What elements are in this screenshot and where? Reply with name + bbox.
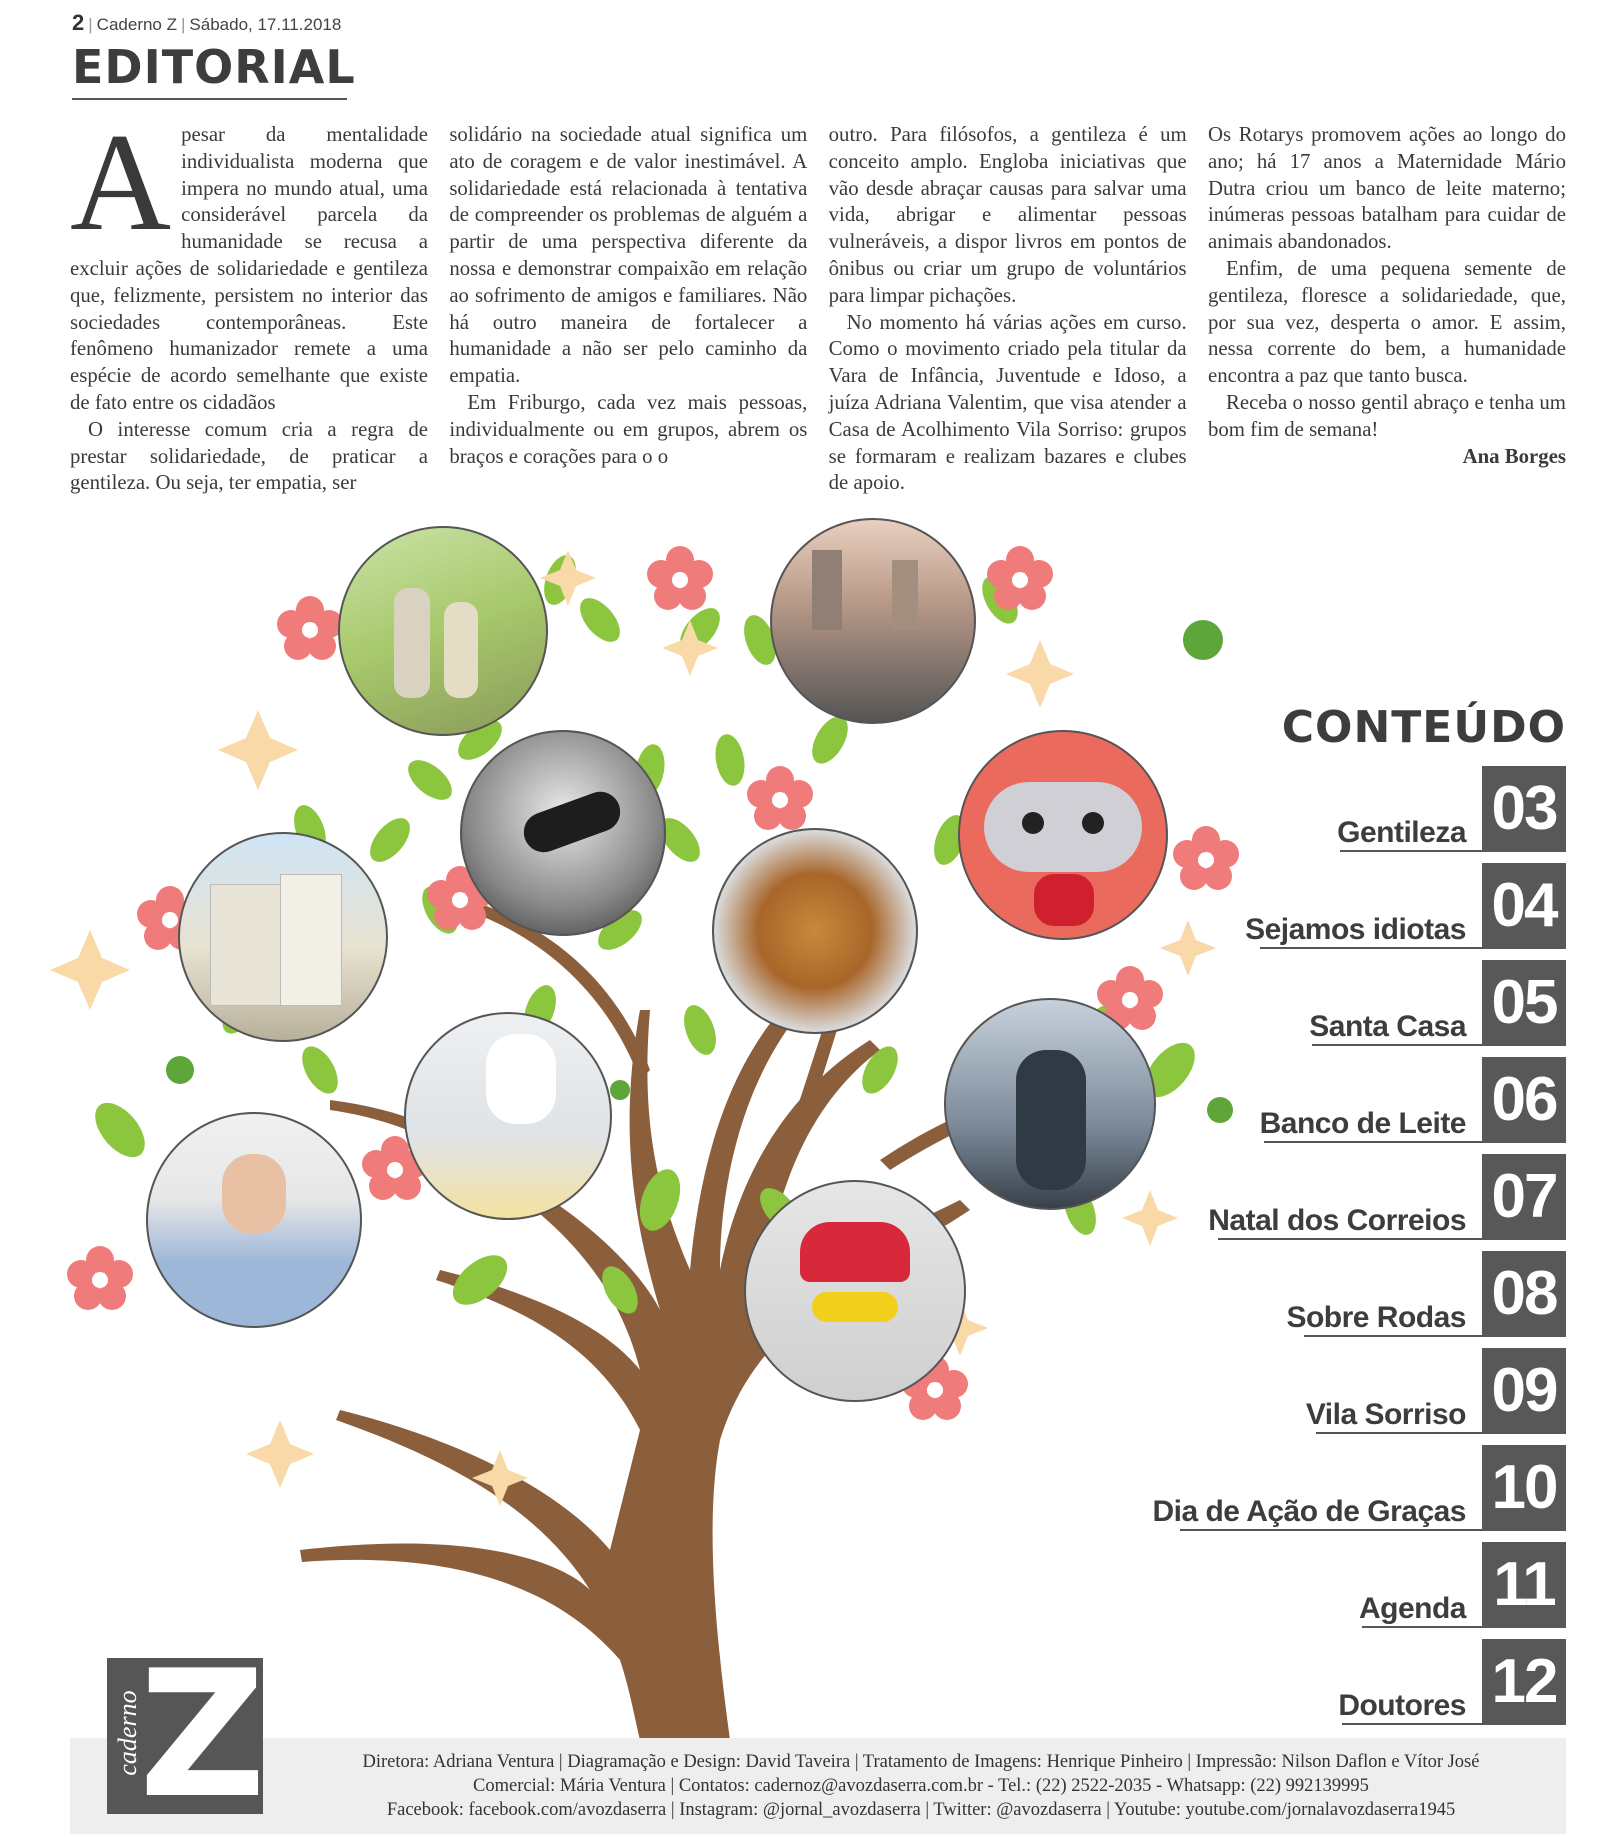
toc-label: Dia de Ação de Graças <box>1152 1495 1466 1528</box>
toc-page-number: 05 <box>1482 960 1566 1046</box>
photo-man-portrait <box>146 1112 362 1328</box>
photo-city-traffic <box>770 518 976 724</box>
toc-label: Natal dos Correios <box>1208 1204 1466 1237</box>
toc-item-sobre-rodas[interactable] <box>1006 1251 1566 1337</box>
toc-label: Sejamos idiotas <box>1245 913 1466 946</box>
paragraph: outro. Para filósofos, a gentileza é um conceito amplo. Engloba iniciativas que vão desde abraçar causas para salvar uma vida, abrigar e alimentar pessoas vulneráveis, a dispor livros em pontos de ônibus ou criar um grupo de voluntários para limpar pichações. <box>828 123 1187 307</box>
toc-page-number: 06 <box>1482 1057 1566 1143</box>
paragraph: No momento há várias ações em curso. Como o movimento criado pela titular da Vara de Infância, Juventude e Idoso, a juíza Adriana Valentim, que visa atender a Casa de Acolhimento Vila Sorriso: grupos se formaram e realizam bazares e clubes de apoio. <box>828 310 1187 495</box>
toc-label: Agenda <box>1358 1592 1466 1625</box>
footer-social-line: Facebook: facebook.com/avozdaserra | Instagram: @jornal_avozdaserra | Twitter: @avozdaserra | Youtube: youtube.com/jornalavozdaserra1945 <box>386 1800 1456 1820</box>
toc-item-sejamos-idiotas[interactable] <box>1006 863 1566 949</box>
title-underline <box>72 98 347 100</box>
toc-page-number: 04 <box>1482 863 1566 949</box>
column-4 <box>1208 122 1566 497</box>
caderno-z-logo <box>107 1634 266 1837</box>
toc-item-natal-dos-correios[interactable] <box>1006 1154 1566 1240</box>
logo-word: caderno <box>113 1690 142 1776</box>
toc-page-number: 08 <box>1482 1251 1566 1337</box>
toc-label: Gentileza <box>1337 816 1466 849</box>
toc-item-banco-de-leite[interactable] <box>1006 1057 1566 1143</box>
logo-letter: Z <box>139 1634 266 1837</box>
editorial-body <box>70 105 1566 497</box>
toc-item-vila-sorriso[interactable] <box>1006 1348 1566 1434</box>
paragraph: Os Rotarys promovem ações ao longo do ano; há 17 anos a Maternidade Mário Dutra criou um banco de leite materno; inúmeras pessoas batalham para cuidar de animais abandonados. <box>1207 123 1566 254</box>
toc-label: Banco de Leite <box>1259 1107 1466 1140</box>
toc-item-agenda[interactable] <box>1006 1542 1566 1628</box>
toc-label: Doutores <box>1338 1689 1466 1722</box>
toc-item-santa-casa[interactable] <box>1006 960 1566 1046</box>
toc-page-number: 09 <box>1482 1348 1566 1434</box>
author-signature: Ana Borges <box>1462 444 1566 468</box>
toc-page-number: 12 <box>1482 1639 1566 1725</box>
toc-page-number: 10 <box>1482 1445 1566 1531</box>
contents-title: CONTEÚDO <box>1281 702 1566 753</box>
paragraph: Em Friburgo, cada vez mais pessoas, individualmente ou em grupos, abrem os braços e corações para o o <box>449 390 808 468</box>
toc-page-number: 07 <box>1482 1154 1566 1240</box>
photo-child-costume <box>744 1180 966 1402</box>
toc-label: Sobre Rodas <box>1286 1301 1466 1334</box>
photo-hospital-building <box>178 832 388 1042</box>
footer-staff-line: Diretora: Adriana Ventura | Diagramação e Design: David Taveira | Tratamento de Imagens: Henrique Pinheiro | Impressão: Nilson Daflon e Vítor José <box>362 1752 1480 1772</box>
toc-label: Vila Sorriso <box>1305 1398 1466 1431</box>
paragraph: Enfim, de uma pequena semente de gentileza, floresce a solidariedade, que, por sua vez, desperta o amor. E assim, nessa corrente do bem, a humanidade encontra a paz que tanto busca. <box>1207 256 1566 388</box>
photo-milk-bank <box>404 1012 612 1220</box>
toc-label: Santa Casa <box>1309 1010 1466 1043</box>
editorial-title: EDITORIAL <box>72 40 356 94</box>
photo-reaching-hand <box>460 730 666 936</box>
column-1 <box>70 105 428 497</box>
toc-item-doutores[interactable] <box>1006 1639 1566 1725</box>
toc-page-number: 11 <box>1482 1542 1566 1628</box>
drop-cap: A <box>70 105 172 260</box>
column-3 <box>829 122 1187 497</box>
toc-item-dia-de-acao-de-gracas[interactable] <box>1006 1445 1566 1531</box>
section-name: Caderno Z <box>96 15 177 34</box>
issue-date: Sábado, 17.11.2018 <box>189 15 342 34</box>
paragraph: O interesse comum cria a regra de prestar solidariedade, de praticar a gentileza. Ou seja, ter empatia, ser <box>70 417 428 495</box>
photo-roast-turkey <box>712 828 918 1034</box>
footer-contact-line: Comercial: Mária Ventura | Contatos: cadernoz@avozdaserra.com.br - Tel.: (22) 2522-2035 - Whatsapp: (22) 992139995 <box>473 1776 1369 1796</box>
paragraph: Receba o nosso gentil abraço e tenha um bom fim de semana! <box>1207 390 1566 441</box>
toc-item-gentileza[interactable] <box>1006 766 1566 852</box>
page-number: 2 <box>72 10 85 35</box>
page-header: 2 | Caderno Z | Sábado, 17.11.2018 <box>72 10 342 35</box>
photo-children-walking <box>338 526 548 736</box>
column-2 <box>449 122 807 497</box>
paragraph: solidário na sociedade atual significa um ato de coragem e de valor inestimável. A solidariedade está relacionada à tentativa de compreender os problemas de alguém a partir de uma perspectiva diferente da nossa e demonstrar compaixão em relação ao sofrimento de amigos e familiares. Não há outro maneira de fortalecer a humanidade a não ser pelo caminho da empatia. <box>449 123 808 388</box>
toc-page-number: 03 <box>1482 766 1566 852</box>
paragraph: Apesar da mentalidade individualista moderna que impera no mundo atual, uma considerável parcela da humanidade se recusa a excluir ações de solidariedade e gentileza que, felizmente, persistem no interior das sociedades contemporâneas. Este fenômeno humanizador remete a uma espécie de acordo semelhante que existe de fato entre os cidadãos <box>70 105 428 414</box>
footer-credits <box>290 1750 1552 1822</box>
